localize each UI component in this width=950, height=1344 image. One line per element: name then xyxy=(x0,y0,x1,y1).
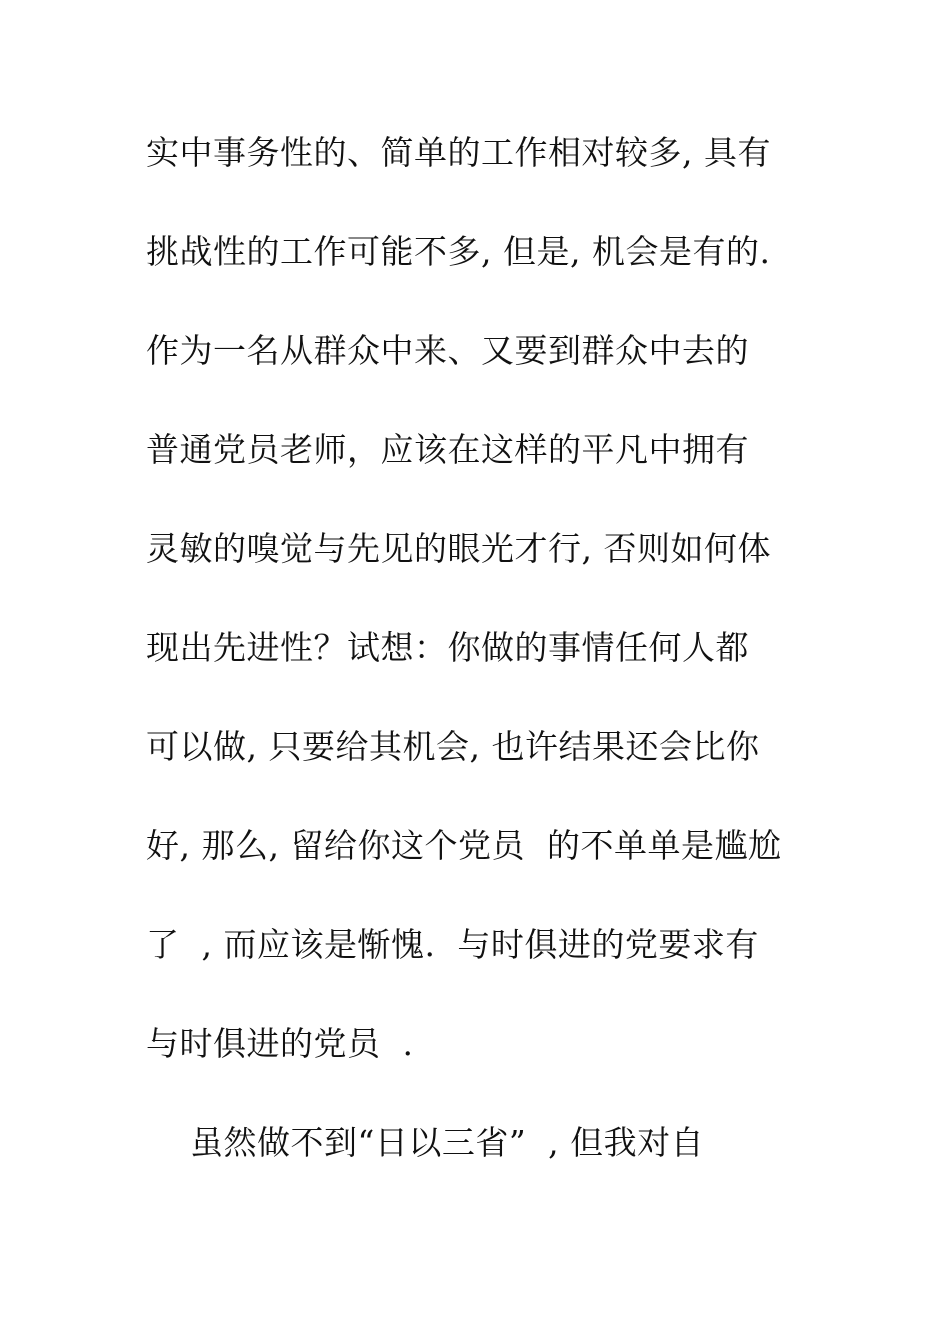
paragraph-first-line: 虽然做不到“日以三省” , 但我对自 xyxy=(146,1123,705,1162)
text-line: 可以做, 只要给其机会, 也许结果还会比你 xyxy=(146,727,760,766)
text-line: 与时俱进的党员 . xyxy=(146,1024,414,1063)
document-body xyxy=(146,118,806,1207)
text-line: 挑战性的工作可能不多, 但是, 机会是有的. xyxy=(146,232,771,271)
text-line: 灵敏的嗅觉与先见的眼光才行, 否则如何体 xyxy=(146,529,771,568)
text-line: 实中事务性的、简单的工作相对较多, 具有 xyxy=(146,133,771,172)
text-line: 现出先进性？试想：你做的事情任何人都 xyxy=(146,628,749,667)
text-line: 好, 那么, 留给你这个党员 的不单单是尴尬 xyxy=(146,826,782,865)
text-line: 了 , 而应该是惭愧. 与时俱进的党要求有 xyxy=(146,925,759,964)
text-line: 作为一名从群众中来、又要到群众中去的 xyxy=(146,331,749,370)
text-line: 普通党员老师，应该在这样的平凡中拥有 xyxy=(146,430,749,469)
